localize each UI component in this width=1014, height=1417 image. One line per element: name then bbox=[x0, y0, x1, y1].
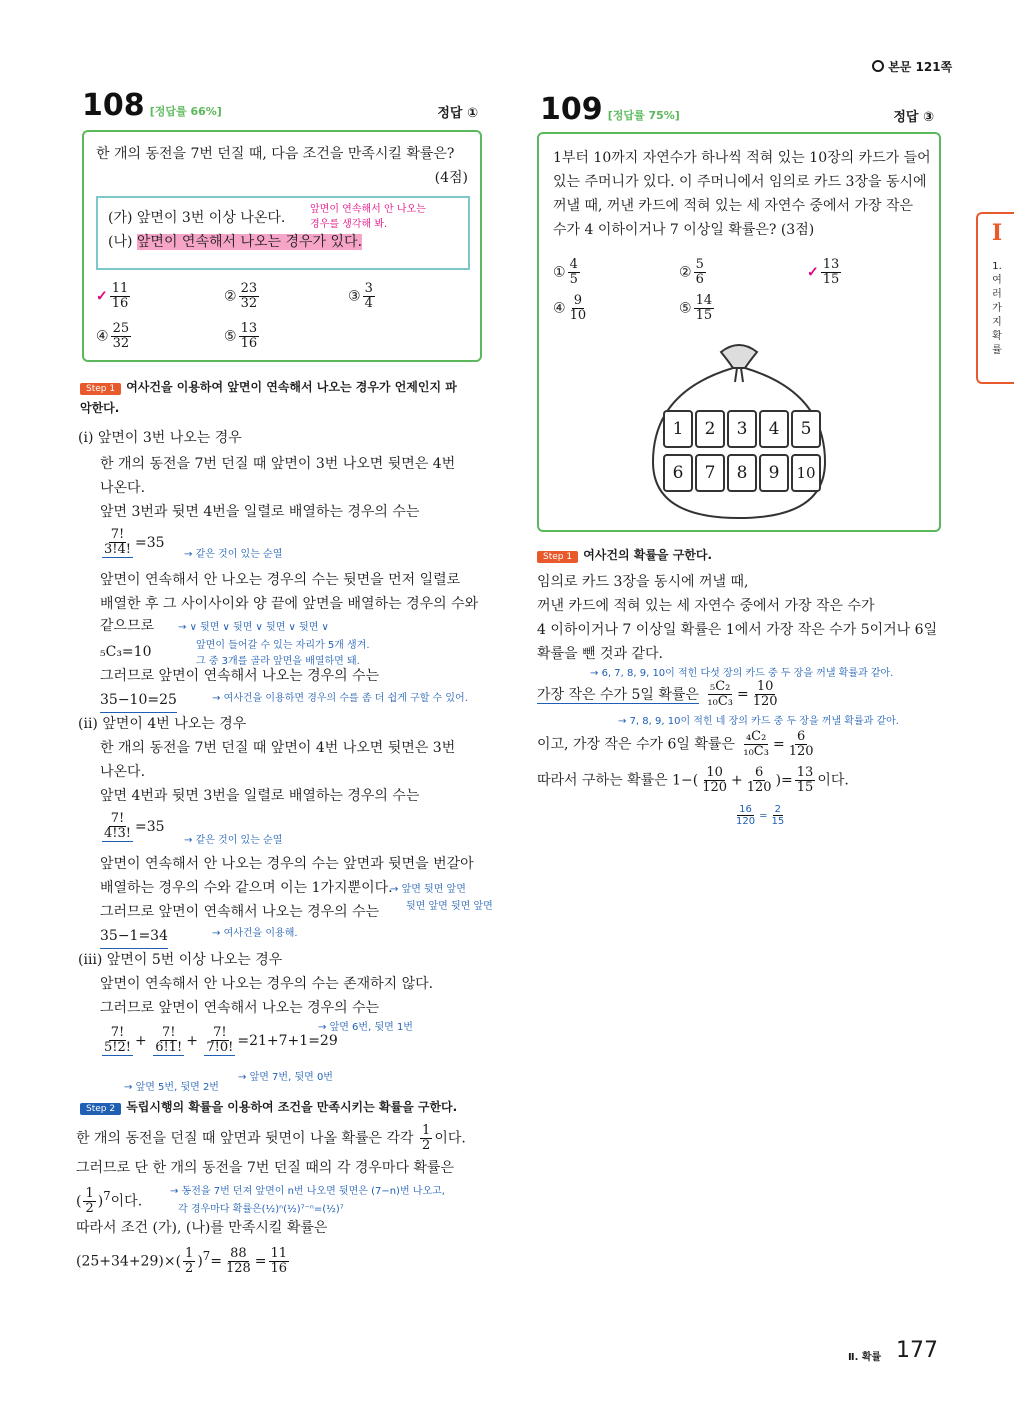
card-1: 1 bbox=[663, 410, 693, 448]
condition-note-line1: 앞면이 연속해서 안 나오는 bbox=[310, 204, 426, 215]
case-1-line1: 한 개의 동전을 7번 던질 때 앞면이 3번 나오면 뒷면은 4번 bbox=[100, 456, 456, 472]
chapter-title-vertical: 1. 여 러 가 지 확 률 bbox=[992, 261, 1002, 356]
page-number: 177 bbox=[896, 1338, 938, 1363]
card-7: 7 bbox=[695, 454, 725, 492]
case-2-heading: (ⅱ) 앞면이 4번 나오는 경우 bbox=[78, 716, 247, 732]
footer-section: Ⅱ. 확률 bbox=[848, 1352, 882, 1363]
check-mark-icon: ✓ bbox=[96, 288, 108, 305]
case-2-line2: 나온다. bbox=[100, 764, 146, 780]
step-title: 여사건을 이용하여 앞면이 연속해서 나오는 경우가 언제인지 파 bbox=[126, 380, 457, 394]
case-1-line4: 앞면이 연속해서 안 나오는 경우의 수는 뒷면을 먼저 일렬로 bbox=[100, 572, 461, 588]
sol-line4: 확률을 뺀 것과 같다. bbox=[537, 646, 663, 662]
step-title: 여사건의 확률을 구한다. bbox=[583, 548, 713, 562]
card-2: 2 bbox=[695, 410, 725, 448]
step1-108 bbox=[80, 376, 500, 416]
sol-line1: 임의로 카드 3장을 동시에 꺼낼 때, bbox=[537, 574, 749, 590]
step2-line2: 그러므로 단 한 개의 동전을 7번 던질 때의 각 경우마다 확률은 bbox=[76, 1160, 454, 1176]
sol-note1: → 6, 7, 8, 9, 10이 적힌 다섯 장의 카드 중 두 장을 꺼낼 확률과 같아. bbox=[590, 668, 894, 679]
step-title-cont: 악한다. bbox=[80, 401, 120, 415]
sol-line7: 따라서 구하는 확률은 1−( $\frac{10}{120}$ + $\frac{6}{120}$ )= $\frac{13}{15}$ 이다. bbox=[537, 765, 849, 795]
card-8: 8 bbox=[727, 454, 757, 492]
case-1-formula: $\frac{7!}{3!4!}$ =35 bbox=[104, 527, 165, 557]
chapter-roman: Ⅰ bbox=[991, 220, 1003, 246]
condition-a: (가) 앞면이 3번 이상 나온다. bbox=[108, 210, 286, 226]
card-10: 10 bbox=[791, 454, 821, 492]
step-tag: Step 1 bbox=[80, 383, 121, 395]
problem-line4: 수가 4 이하이거나 7 이상일 확률은? (3점) bbox=[553, 222, 815, 238]
case-1-note: → 같은 것이 있는 순열 bbox=[184, 549, 283, 560]
choice-4[interactable]: ④ $\frac{25}{32}$ bbox=[96, 321, 130, 351]
case-1-heading: (ⅰ) 앞면이 3번 나오는 경우 bbox=[78, 430, 242, 446]
case-1-note4: 그 중 3개를 골라 앞면을 배열하면 돼. bbox=[196, 656, 360, 667]
condition-b-highlight: 앞면이 연속해서 나오는 경우가 있다. bbox=[136, 234, 363, 250]
step2-line1: 한 개의 동전을 던질 때 앞면과 뒷면이 나올 확률은 각각 $\frac{1}{2}$ 이다. bbox=[76, 1123, 466, 1153]
problem-number: 109 bbox=[540, 92, 603, 127]
problem-line1: 1부터 10까지 자연수가 하나씩 적혀 있는 10장의 카드가 들어 bbox=[553, 150, 931, 166]
step2-108 bbox=[80, 1096, 500, 1115]
choice-3[interactable]: ③ $\frac{3}{4}$ bbox=[348, 281, 373, 311]
sol-line5: 가장 작은 수가 5일 확률은 $\frac{\text{₅C₂}}{\text{₁₀C₃}}$ = $\frac{10}{120}$ bbox=[537, 679, 778, 709]
condition-b bbox=[108, 230, 362, 254]
step2-note2: 각 경우마다 확률은(½)ⁿ(½)⁷⁻ⁿ=(½)⁷ bbox=[178, 1204, 344, 1215]
case-2-note3: 뒷면 앞면 뒷면 앞면 bbox=[406, 901, 493, 912]
page-ref bbox=[872, 58, 952, 75]
case-1-note2: → ∨ 뒷면 ∨ 뒷면 ∨ 뒷면 ∨ 뒷면 ∨ bbox=[178, 622, 329, 633]
problem-line2: 있는 주머니가 있다. 이 주머니에서 임의로 카드 3장을 동시에 bbox=[553, 174, 927, 190]
problem-text: 한 개의 동전을 7번 던질 때, 다음 조건을 만족시킬 확률은? bbox=[96, 146, 455, 162]
case-2-result: 35−1=34 bbox=[100, 924, 168, 949]
step2-line4: 따라서 조건 (가), (나)를 만족시킬 확률은 bbox=[76, 1220, 328, 1236]
case-2-line4: 앞면이 연속해서 안 나오는 경우의 수는 앞면과 뒷면을 번갈아 bbox=[100, 856, 474, 872]
case-1-combination: ₅C₃=10 bbox=[100, 644, 152, 660]
correct-rate: [정답률 66%] bbox=[149, 105, 222, 118]
chapter-side-tab bbox=[976, 212, 1014, 384]
condition-box bbox=[96, 196, 470, 270]
problem-108-box bbox=[82, 130, 482, 362]
choice-1[interactable]: ✓ $\frac{11}{16}$ bbox=[96, 281, 129, 311]
step2-line3: ( $\frac{1}{2}$ )$^7$이다. bbox=[76, 1186, 143, 1217]
answer-label: 정답 ① bbox=[437, 106, 478, 121]
circle-icon bbox=[872, 60, 884, 72]
case-1-line7: 그러므로 앞면이 연속해서 나오는 경우의 수는 bbox=[100, 668, 380, 684]
choice-4[interactable]: ④ $\frac{9}{10}$ bbox=[553, 293, 587, 323]
case-1-line5: 배열한 후 그 사이사이와 양 끝에 앞면을 배열하는 경우의 수와 bbox=[100, 596, 479, 612]
sol-note2: → 7, 8, 9, 10이 적힌 네 장의 카드 중 두 장을 꺼낼 확률과 같아. bbox=[618, 716, 899, 727]
case-1-note5: → 여사건을 이용하면 경우의 수를 좀 더 쉽게 구할 수 있어. bbox=[212, 693, 468, 704]
choice-5[interactable]: ⑤ $\frac{13}{16}$ bbox=[224, 321, 258, 351]
step-tag: Step 2 bbox=[80, 1103, 121, 1115]
sol-line2: 꺼낸 카드에 적혀 있는 세 자연수 중에서 가장 작은 수가 bbox=[537, 598, 875, 614]
card-4: 4 bbox=[759, 410, 789, 448]
case-2-line3: 앞면 4번과 뒷면 3번을 일렬로 배열하는 경우의 수는 bbox=[100, 788, 420, 804]
problem-109-header bbox=[540, 92, 938, 132]
case-3-note2: → 앞면 7번, 뒷면 0번 bbox=[238, 1072, 333, 1083]
condition-note bbox=[310, 202, 426, 232]
case-3-formula: $\frac{7!}{5!2!}$ + $\frac{7!}{6!1!}$ + $\frac{7!}{7!0!}$ =21+7+1=29 bbox=[104, 1025, 338, 1055]
case-2-note2: → 앞면 뒷면 앞면 bbox=[390, 884, 466, 895]
card-6: 6 bbox=[663, 454, 693, 492]
case-1-result: 35−10=25 bbox=[100, 688, 177, 713]
case-2-line1: 한 개의 동전을 7번 던질 때 앞면이 4번 나오면 뒷면은 3번 bbox=[100, 740, 456, 756]
case-1-note3: 앞면이 들어갈 수 있는 자리가 5개 생겨. bbox=[196, 640, 370, 651]
answer-label: 정답 ③ bbox=[893, 110, 934, 125]
card-9: 9 bbox=[759, 454, 789, 492]
condition-b-prefix: (나) bbox=[108, 234, 137, 250]
choice-5[interactable]: ⑤ $\frac{14}{15}$ bbox=[679, 293, 713, 323]
problem-number: 108 bbox=[82, 88, 145, 123]
choice-1[interactable]: ① $\frac{4}{5}$ bbox=[553, 257, 578, 287]
case-3-line1: 앞면이 연속해서 안 나오는 경우의 수는 존재하지 않다. bbox=[100, 976, 434, 992]
condition-note-line2: 경우를 생각해 봐. bbox=[310, 219, 388, 230]
problem-points: (4점) bbox=[434, 170, 468, 186]
step-title: 독립시행의 확률을 이용하여 조건을 만족시키는 확률을 구한다. bbox=[126, 1100, 458, 1114]
choice-3[interactable]: ✓ $\frac{13}{15}$ bbox=[807, 257, 840, 287]
choice-2[interactable]: ② $\frac{5}{6}$ bbox=[679, 257, 704, 287]
sol-line3: 4 이하이거나 7 이상일 확률은 1에서 가장 작은 수가 5이거나 6일 bbox=[537, 622, 938, 638]
case-1-line3: 앞면 3번과 뒷면 4번을 일렬로 배열하는 경우의 수는 bbox=[100, 504, 420, 520]
final-answer: (25+34+29)×( $\frac{1}{2}$ )$^7$= $\frac{88}{128}$ = $\frac{11}{16}$ bbox=[76, 1246, 288, 1277]
choice-2[interactable]: ② $\frac{23}{32}$ bbox=[224, 281, 258, 311]
case-2-formula: $\frac{7!}{4!3!}$ =35 bbox=[104, 811, 165, 841]
step1-109 bbox=[537, 544, 937, 563]
step2-note1: → 동전을 7번 던져 앞면이 n번 나오면 뒷면은 (7−n)번 나오고, bbox=[170, 1186, 445, 1197]
case-1-line6: 같으므로 bbox=[100, 618, 155, 634]
problem-108-header bbox=[82, 88, 482, 128]
case-2-note4: → 여사건을 이용해. bbox=[212, 928, 298, 939]
card-3: 3 bbox=[727, 410, 757, 448]
sol-line6: 이고, 가장 작은 수가 6일 확률은 $\frac{\text{₄C₂}}{\text{₁₀C₃}}$ = $\frac{6}{120}$ bbox=[537, 729, 814, 759]
case-2-note: → 같은 것이 있는 순열 bbox=[184, 835, 283, 846]
case-2-line5: 배열하는 경우의 수와 같으며 이는 1가지뿐이다. bbox=[100, 880, 393, 896]
step-tag: Step 1 bbox=[537, 551, 578, 563]
check-mark-icon: ✓ bbox=[807, 264, 819, 281]
case-3-note3: → 앞면 5번, 뒷면 2번 bbox=[124, 1082, 219, 1093]
case-3-note1: → 앞면 6번, 뒷면 1번 bbox=[318, 1022, 413, 1033]
problem-109-box bbox=[537, 132, 941, 532]
problem-line3: 꺼낼 때, 꺼낸 카드에 적혀 있는 세 자연수 중에서 가장 작은 bbox=[553, 198, 914, 214]
sol-note3: $\frac{16}{120}$ = $\frac{2}{15}$ bbox=[736, 804, 785, 827]
case-3-line2: 그러므로 앞면이 연속해서 나오는 경우의 수는 bbox=[100, 1000, 380, 1016]
card-5: 5 bbox=[791, 410, 821, 448]
case-2-line6: 그러므로 앞면이 연속해서 나오는 경우의 수는 bbox=[100, 904, 380, 920]
case-1-line2: 나온다. bbox=[100, 480, 146, 496]
correct-rate: [정답률 75%] bbox=[607, 109, 680, 122]
case-3-heading: (ⅲ) 앞면이 5번 이상 나오는 경우 bbox=[78, 952, 283, 968]
page-ref-text: 본문 121쪽 bbox=[888, 60, 953, 74]
